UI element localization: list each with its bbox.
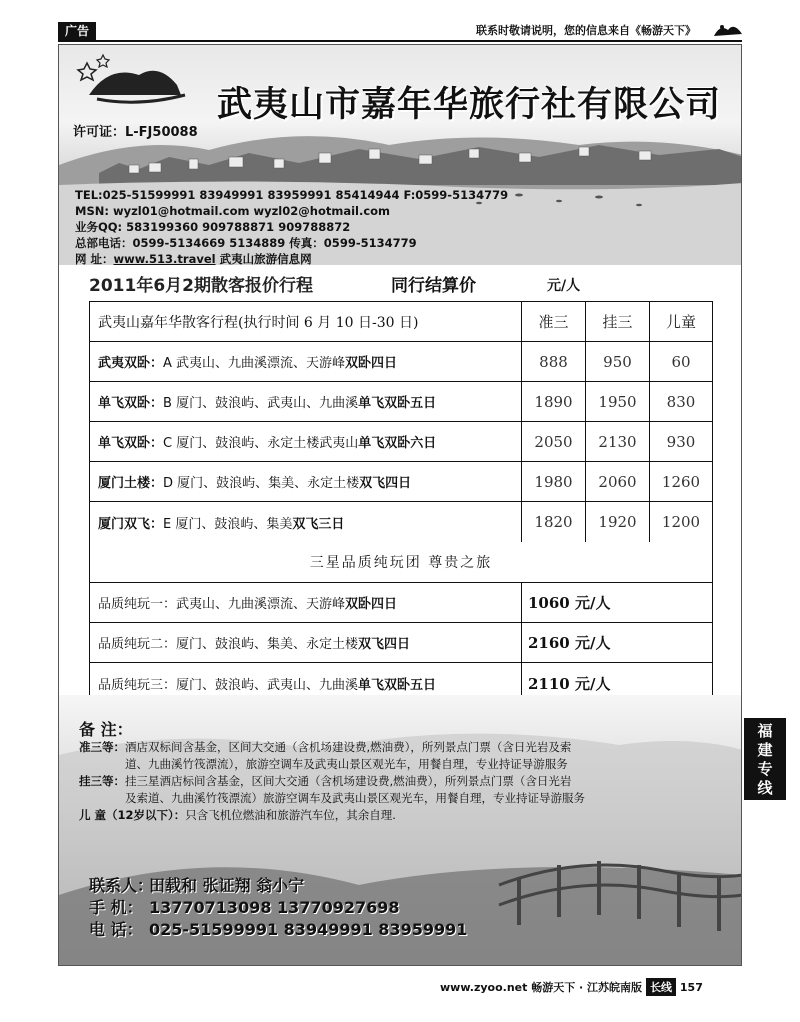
premium-duration: 双飞四日 <box>358 637 411 652</box>
col-header-gua: 挂三 <box>586 302 650 341</box>
premium-route-cell <box>90 583 522 622</box>
side-tab-char-2: 建 <box>757 741 773 759</box>
route-stops: B 厦门、鼓浪屿、武夷山、九曲溪 <box>163 396 359 411</box>
phone-numbers: 025-51599991 83949991 83959991 <box>149 920 468 939</box>
contact-info <box>75 187 508 267</box>
note-label-gua: 挂三等： <box>79 774 125 788</box>
premium-stops: 厦门、鼓浪屿、集美、永定土楼 <box>176 637 359 652</box>
note-label-zhun: 准三等： <box>79 740 125 754</box>
header-note: 联系时敬请说明，您的信息来自《畅游天下》 <box>476 24 696 37</box>
route-duration: 双飞四日 <box>359 476 412 491</box>
table-row <box>90 382 712 422</box>
price-child: 930 <box>666 432 696 451</box>
route-cell <box>90 422 522 461</box>
note-text-gua-2: 及索道、九曲溪竹筏漂流）旅游空调车及武夷山景区观光车，用餐自理，专业持证导游服务 <box>125 791 585 805</box>
premium-title: 三星品质纯玩团 尊贵之旅 <box>90 542 712 583</box>
note-label-child: 儿 童（12岁以下）： <box>79 808 186 822</box>
premium-price: 2160 元/人 <box>528 634 611 652</box>
premium-stops: 厦门、鼓浪屿、武夷山、九曲溪 <box>176 677 359 693</box>
price-unit: 元/人 <box>547 278 581 294</box>
price-zhun: 2050 <box>522 422 586 461</box>
route-name: 单飞双卧： <box>98 436 164 451</box>
company-logo-icon <box>78 55 185 102</box>
col-header-zhun: 准三 <box>522 302 586 341</box>
premium-name: 品质纯玩二： <box>98 637 177 652</box>
mobile-numbers: 13770713098 13770927698 <box>149 898 400 917</box>
route-cell <box>90 462 522 501</box>
route-cell <box>90 502 522 542</box>
premium-row <box>90 583 712 623</box>
premium-name: 品质纯玩三： <box>98 677 177 693</box>
qq-line: 业务QQ: 583199360 909788871 909788872 <box>75 220 351 234</box>
price-gua: 950 <box>586 342 650 381</box>
premium-stops: 武夷山、九曲溪漂流、天游峰 <box>176 597 346 612</box>
website-link[interactable]: www.513.travel <box>113 252 216 266</box>
issue-title: 2011年6月2期散客报价行程 <box>89 276 313 296</box>
route-duration: 双飞三日 <box>292 516 345 532</box>
company-name: 武夷山市嘉年华旅行社有限公司 <box>217 85 722 125</box>
table-row <box>90 462 712 502</box>
table-header-row <box>90 302 712 342</box>
side-tab-char-3: 专 <box>757 760 773 778</box>
price-zhun: 1980 <box>522 462 586 501</box>
col-header-child: 儿童 <box>665 313 696 331</box>
hq-phone-line: 总部电话：0599-5134669 5134889 传真：0599-5134779 <box>75 236 417 250</box>
note-text-gua-1: 挂三星酒店标间含基金，区间大交通（含机场建设费,燃油费），所列景点门票（含日光岩 <box>125 774 572 788</box>
table-row <box>90 342 712 382</box>
tel-line: TEL:025-51599991 83949991 83959991 85414944 F:0599-5134779 <box>75 188 509 202</box>
price-gua: 1950 <box>586 382 650 421</box>
route-cell <box>90 342 522 381</box>
premium-duration: 双卧四日 <box>345 597 398 612</box>
side-tab-char-1: 福 <box>757 722 773 740</box>
side-tab-char-4: 线 <box>757 779 773 797</box>
mobile-label: 手 机： <box>89 898 143 917</box>
premium-price: 1060 元/人 <box>528 594 611 612</box>
premium-route-cell <box>90 623 522 662</box>
contact-person-label: 联系人： <box>89 876 154 895</box>
website-label: 网 址： <box>75 252 114 266</box>
route-stops: D 厦门、鼓浪屿、集美、永定土楼 <box>163 476 360 491</box>
route-name: 武夷双卧： <box>98 356 164 371</box>
footer-site[interactable]: www.zyoo.net <box>440 981 528 994</box>
price-title: 同行结算价 <box>391 276 476 296</box>
price-zhun: 1820 <box>522 502 586 542</box>
page-footer <box>440 978 703 996</box>
price-child: 830 <box>666 392 696 411</box>
price-zhun: 1890 <box>522 382 586 421</box>
price-child: 60 <box>671 352 691 371</box>
notes-body <box>79 739 679 824</box>
premium-name: 品质纯玩一： <box>98 597 177 612</box>
note-text-zhun-2: 道、九曲溪竹筏漂流），旅游空调车及武夷山景区观光车，用餐自理，专业持证导游服务 <box>125 757 568 771</box>
note-text-child: 只含飞机位燃油和旅游汽车位，其余自理. <box>185 808 396 822</box>
magazine-logo-icon <box>712 20 744 40</box>
route-name: 单飞双卧： <box>98 396 164 411</box>
route-stops: A 武夷山、九曲溪漂流、天游峰 <box>163 356 346 371</box>
route-stops: E 厦门、鼓浪屿、集美 <box>163 516 293 532</box>
contact-person-names: 田载和 张证翔 翁小宁 <box>149 876 305 895</box>
premium-row <box>90 623 712 663</box>
note-text-zhun-1: 酒店双标间含基金，区间大交通（含机场建设费,燃油费），所列景点门票（含日光岩及索 <box>125 740 572 754</box>
premium-duration: 单飞双卧五日 <box>358 677 437 693</box>
route-duration: 单飞双卧六日 <box>358 436 437 451</box>
ad-tag: 广告 <box>58 22 96 40</box>
footer-magazine: 畅游天下 · 江苏皖南版 <box>527 981 643 994</box>
route-cell <box>90 382 522 421</box>
top-rule <box>58 40 742 42</box>
website-name: 武夷山旅游信息网 <box>215 252 312 266</box>
table-row <box>90 422 712 462</box>
route-name: 厦门双飞： <box>98 516 164 532</box>
table-row <box>90 502 712 542</box>
price-table <box>89 301 713 704</box>
route-duration: 双卧四日 <box>345 356 398 371</box>
table-header-title: 武夷山嘉年华散客行程(执行时间 6 月 10 日-30 日) <box>90 302 522 341</box>
route-name: 厦门土楼： <box>98 476 164 491</box>
price-gua: 1920 <box>586 502 650 542</box>
route-duration: 单飞双卧五日 <box>358 396 437 411</box>
license-number: 许可证：L-FJ50088 <box>73 125 198 140</box>
ad-frame <box>58 44 742 966</box>
website-line <box>75 251 508 267</box>
route-stops: C 厦门、鼓浪屿、永定土楼武夷山 <box>163 436 359 451</box>
price-zhun: 888 <box>522 342 586 381</box>
premium-price: 2110 元/人 <box>528 674 611 693</box>
contact-persons <box>89 875 467 941</box>
msn-line: MSN: wyzl01@hotmail.com wyzl02@hotmail.com <box>75 204 391 218</box>
price-child: 1200 <box>661 513 701 531</box>
side-tab-fujian <box>744 718 786 800</box>
notes-title: 备 注： <box>79 720 133 739</box>
price-gua: 2130 <box>586 422 650 461</box>
price-gua: 2060 <box>586 462 650 501</box>
phone-label: 电 话： <box>89 920 143 939</box>
footer-tag: 长线 <box>646 978 676 996</box>
page-number: 157 <box>676 981 703 994</box>
price-child: 1260 <box>661 472 701 491</box>
